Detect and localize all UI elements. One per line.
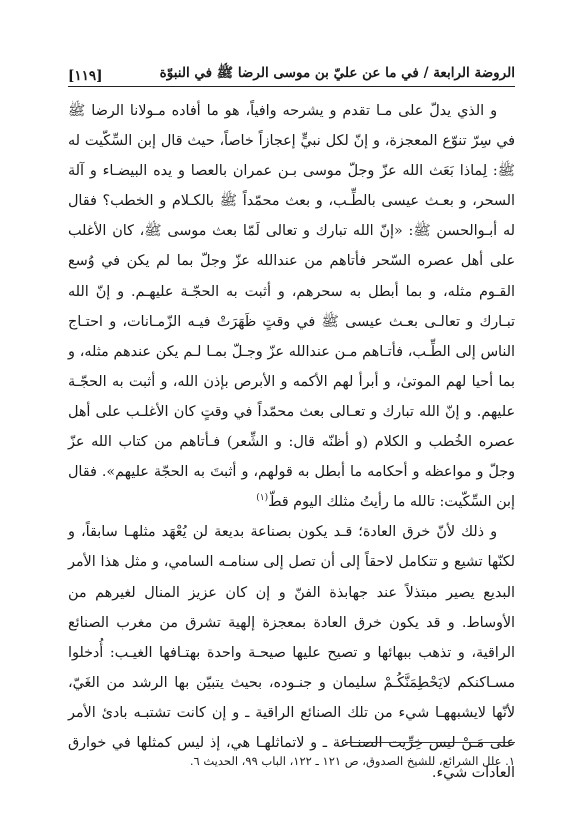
paragraph-1-text: و الذي يدلّ على مـا تقدم و يشرحه وافياً، هو ما أفاده مـولانا الرضا ﷺ في سِرّ تنوّع المعجزة، و إنّ لكل نبيٍّ إعجازاً خاصاً، حيث قال إبن السِّكّيت له ﷺ: لِماذا بَعَث الله عزّ وجلّ موسى بـن عمران بالعصا و يده البيضـاء و آلة السحر، و بعـث عيسى بالطِّـب، و بعث محمّداً ﷺ بالكـلام و الخطب؟ فقال له أبـوالحسن ﷺ: «إنّ الله تبارك و تعالى لَمّا بعث موسى ﷺ، كان الأغلب على أهل عصره السّحر فأتاهم من عندالله عزّ وجلّ بما لم يكن في وُسع القـوم مثله، و بما أبطل به سحرهم، و أثبت به الحجّـة عليهـم. و إنّ الله تبـارك و تعالـى بعـث عيسى ﷺ في وقتٍ ظَهَرَتْ فيـه الزّمـانات، و احتـاج الناس إلى الطِّـب، فأتـاهم مـن عندالله عزّ وجـلّ بمـا لـم يكن عندهم مثله، و بما أحيا لهم الموتىٰ، و أبرأ لهم الأكمه و الأبرص بإذن الله، و أثبت به الحجّـة عليهم. و إنّ الله تبارك و تعـالى بعث محمّداً في وقتٍ كان الأغلـب على أهل عصره الخُطب و الكلام (و أظنّه قال: و الشِّعر) فـأتاهم من كتاب الله عزّ وجلّ و مواعظه و أحكامه ما أبطل به قولهم، و أثبتَ به الحجّة عليهم». فقال إبن السِّكّيت: تالله ما رأيتُ مثلك اليوم قطّ [68, 103, 515, 511]
running-title: الروضة الرابعة / في ما عن عليّ بن موسى الرضا ﷺ في النبوّة [159, 65, 515, 81]
body-text [68, 96, 515, 788]
footnote: ١. علل الشرائع، للشيخ الصدوق، ص ١٢١ ـ ١٢٢، الباب ٩٩، الحديث ٦. [189, 754, 515, 768]
page-header [68, 62, 515, 84]
page-number: [١١٩] [68, 68, 103, 84]
paragraph-1 [68, 96, 515, 517]
paragraph-2: و ذلك لأنّ خرق العادة؛ قـد يكون بصناعة بديعة لن يُعْهَد مثلهـا سابقاً، و لكنّها تشيع و تتكامل لاحقاً إلى أن تصل إلى سنامـه السامي، و مثل هذا الأمر البديع يصير مبتذلاً عند جهابذة الفنّ و إن كان عزيز المنال لغيرهم من الأوساط. و قد يكون خرق العادة بمعجزة إلهية تشرق من مغرب الصنائع الراقية، و تذهب ببهائها و تصيح عليها صيحـة واحدة بهتـافها الغيـب: أُدخلوا مسـاكنكم لايَحْطِمَنَّكُـمْ سليمان و جنـوده، بحيث يتبيّن بها الرشد من الغَيّ، لأنّها لايشبههـا شيء من تلك الصنائع الراقية ـ و إن كانت تشتبـه بادئ الأمر على مَـنْ ليس خِرِّيت الصنـاعة ـ و لاتماثلهـا هي، إذ ليس كمثلها في خوارق العادات شيء. [68, 524, 515, 782]
footnote-rule [345, 742, 515, 743]
footnote-marker: (١) [256, 493, 269, 504]
header-rule [68, 86, 515, 87]
